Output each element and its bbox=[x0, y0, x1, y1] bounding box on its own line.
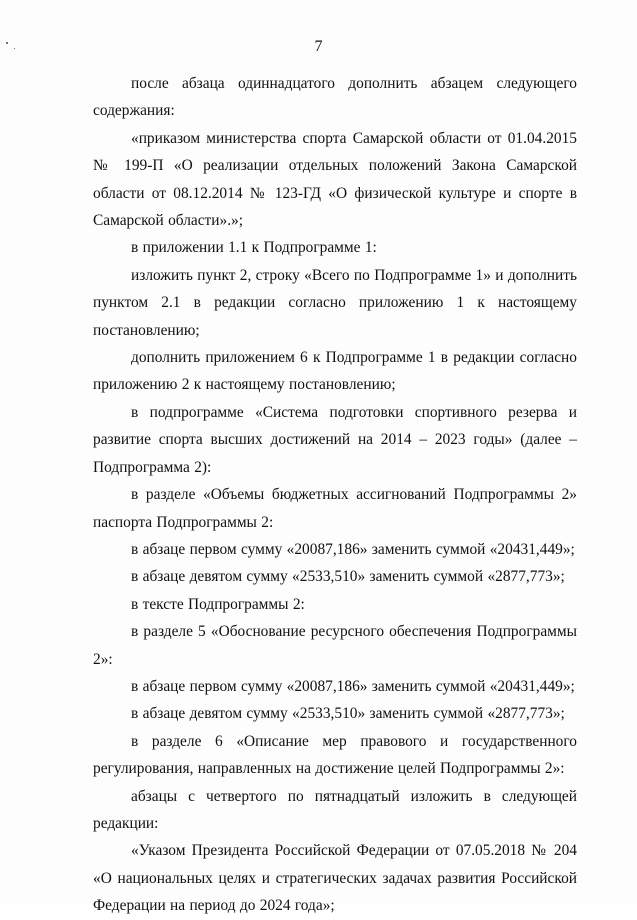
paragraph: в абзаце первом сумму «20087,186» заменить суммой «20431,449»; bbox=[131, 677, 575, 695]
paragraph: в абзаце первом сумму «20087,186» заменить суммой «20431,449»; bbox=[131, 540, 575, 558]
document-body bbox=[93, 70, 577, 920]
paragraph: «приказом министерства спорта Самарской области от 01.04.2015 № 199-П «О реализации отдельных положений Закона Самарской области от 08.12.2014 № 123-ГД «О физической культуре и спорте в Самарской области».»; bbox=[93, 129, 577, 230]
paragraph: в тексте Подпрограммы 2: bbox=[131, 595, 305, 613]
paragraph: в приложении 1.1 к Подпрограмме 1: bbox=[131, 239, 377, 257]
paragraph: в абзаце девятом сумму «2533,510» заменить суммой «2877,773»; bbox=[131, 568, 565, 586]
paragraph: абзацы с четвертого по пятнадцатый изложить в следующей редакции: bbox=[93, 787, 577, 832]
page-number: 7 bbox=[314, 38, 323, 55]
paragraph: в разделе «Объемы бюджетных ассигнований Подпрограммы 2» паспорта Подпрограммы 2: bbox=[93, 486, 577, 531]
paragraph: «Указом Президента Российской Федерации от 07.05.2018 № 204 «О национальных целях и стратегических задачах развития Российской Федерации на период до 2024 года»; bbox=[93, 842, 577, 915]
paragraph: в подпрограмме «Система подготовки спортивного резерва и развитие спорта высших достижений на 2014 – 2023 годы» (далее – Подпрограмма 2): bbox=[93, 403, 577, 476]
paragraph: дополнить приложением 6 к Подпрограмме 1 в редакции согласно приложению 2 к настоящему постановлению; bbox=[93, 349, 577, 394]
paragraph: после абзаца одиннадцатого дополнить абзацем следующего содержания: bbox=[93, 75, 577, 120]
paragraph: в разделе 6 «Описание мер правового и государственного регулирования, направленных на достижение целей Подпрограммы 2»: bbox=[93, 732, 577, 778]
paragraph: изложить пункт 2, строку «Всего по Подпрограмме 1» и дополнить пунктом 2.1 в редакции согласно приложению 1 к настоящему постановлению; bbox=[93, 266, 577, 339]
paragraph: в абзаце девятом сумму «2533,510» заменить суммой «2877,773»; bbox=[131, 705, 565, 723]
paragraph: в разделе 5 «Обоснование ресурсного обеспечения Подпрограммы 2»: bbox=[93, 623, 577, 668]
